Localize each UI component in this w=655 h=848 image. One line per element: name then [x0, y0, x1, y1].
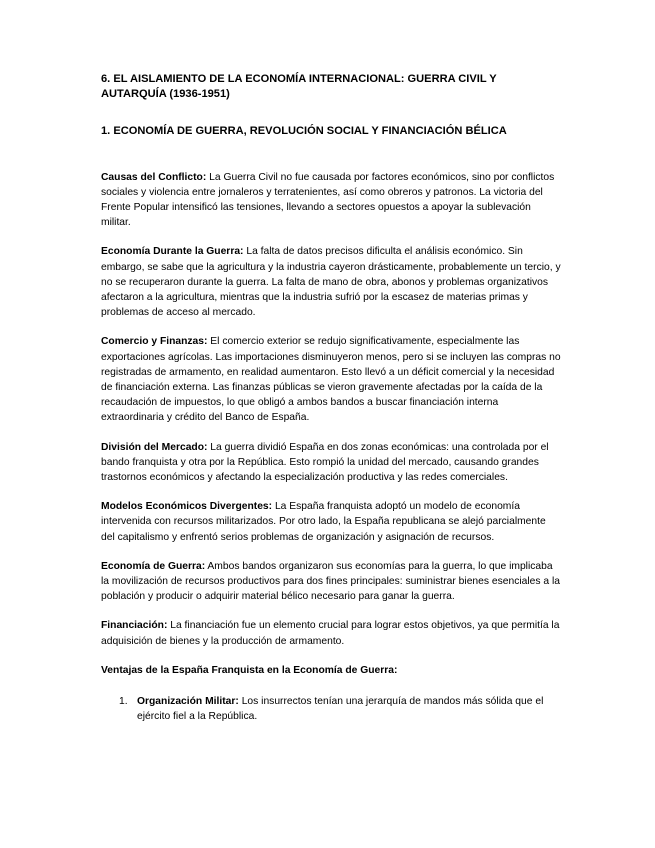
list-item-number: 1.: [119, 696, 128, 708]
paragraph-text: Ambos bandos organizaron sus economías para la guerra, lo que implicaba la movilización de recursos productivos para dos fines principales: suministrar bienes esenciales a la población y producir o adquirir material bélico necesario para ganar la guerra.: [101, 560, 561, 603]
paragraph-label: Financiación:: [101, 620, 168, 632]
paragraph-financiacion: [101, 618, 561, 648]
paragraph-causas: [101, 170, 561, 231]
paragraph-label: Economía Durante la Guerra:: [101, 246, 244, 258]
document-body: [101, 72, 561, 735]
subheading-ventajas: Ventajas de la España Franquista en la Economía de Guerra:: [101, 664, 398, 676]
paragraph-text: La Guerra Civil no fue causada por factores económicos, sino por conflictos sociales y violencia entre jornaleros y terratenientes, así como obreros y patronos. La victoria del Frente Popular intensificó las tensiones, llevando a sectores opuestos a apoyar la sublevación militar.: [101, 171, 555, 229]
paragraph-division: [101, 440, 561, 486]
paragraph-label: Modelos Económicos Divergentes:: [101, 501, 273, 513]
paragraph-label: Causas del Conflicto:: [101, 171, 207, 183]
paragraph-comercio: [101, 334, 561, 425]
paragraph-text: La guerra dividió España en dos zonas económicas: una controlada por el bando franquista y otra por la República. Esto rompió la unidad del mercado, causando grandes trastornos económicos y afectando la especialización productiva y las redes comerciales.: [101, 441, 549, 484]
paragraph-economia-guerra: [101, 559, 561, 605]
paragraph-text: La España franquista adoptó un modelo de economía intervenida con recursos militarizados. Por otro lado, la España republicana se alejó parcialmente del capitalismo y enfrentó serios problemas de organización y asignación de recursos.: [101, 501, 546, 543]
paragraph-text: La financiación fue un elemento crucial para lograr estos objetivos, ya que permitía la adquisición de bienes y la producción de armamento.: [101, 620, 560, 647]
paragraph-economia-durante: [101, 244, 561, 320]
advantages-list: [101, 694, 561, 724]
paragraph-label: Comercio y Finanzas:: [101, 336, 208, 348]
paragraph-text: La falta de datos precisos dificulta el análisis económico. Sin embargo, se sabe que la agricultura y la industria cayeron drásticamente, probablemente un tercio, y no se recuperaron durante la guerra. La falta de mano de obra, abonos y problemas organizativos afectaron a la agricultura, mientras que la industria sufrió por la escasez de materias primas y problemas de acceso al mercado.: [101, 246, 561, 319]
paragraph-label: División del Mercado:: [101, 441, 208, 453]
section-title: 1. ECONOMÍA DE GUERRA, REVOLUCIÓN SOCIAL Y FINANCIACIÓN BÉLICA: [101, 125, 507, 138]
document-title: 6. EL AISLAMIENTO DE LA ECONOMÍA INTERNACIONAL: GUERRA CIVIL Y AUTARQUÍA (1936-1951): [101, 73, 497, 101]
list-item-text: Los insurrectos tenían una jerarquía de mandos más sólida que el ejército fiel a la República.: [137, 696, 544, 723]
paragraph-modelos: [101, 499, 561, 545]
list-item-label: Organización Militar:: [137, 696, 239, 708]
paragraph-text: El comercio exterior se redujo significativamente, especialmente las exportaciones agrícolas. Las importaciones disminuyeron menos, pero si se incluyen las compras no registradas de armamento, en realidad aumentaron. Esto llevó a un déficit comercial y la necesidad de financiación externa. Las finanzas públicas se vieron gravemente afectadas por la caída de la recaudación de impuestos, lo que obligó a ambos bandos a buscar financiación interna extraordinaria y crédito del Banco de España.: [101, 336, 561, 424]
list-item: [101, 694, 561, 724]
paragraph-label: Economía de Guerra:: [101, 560, 206, 572]
